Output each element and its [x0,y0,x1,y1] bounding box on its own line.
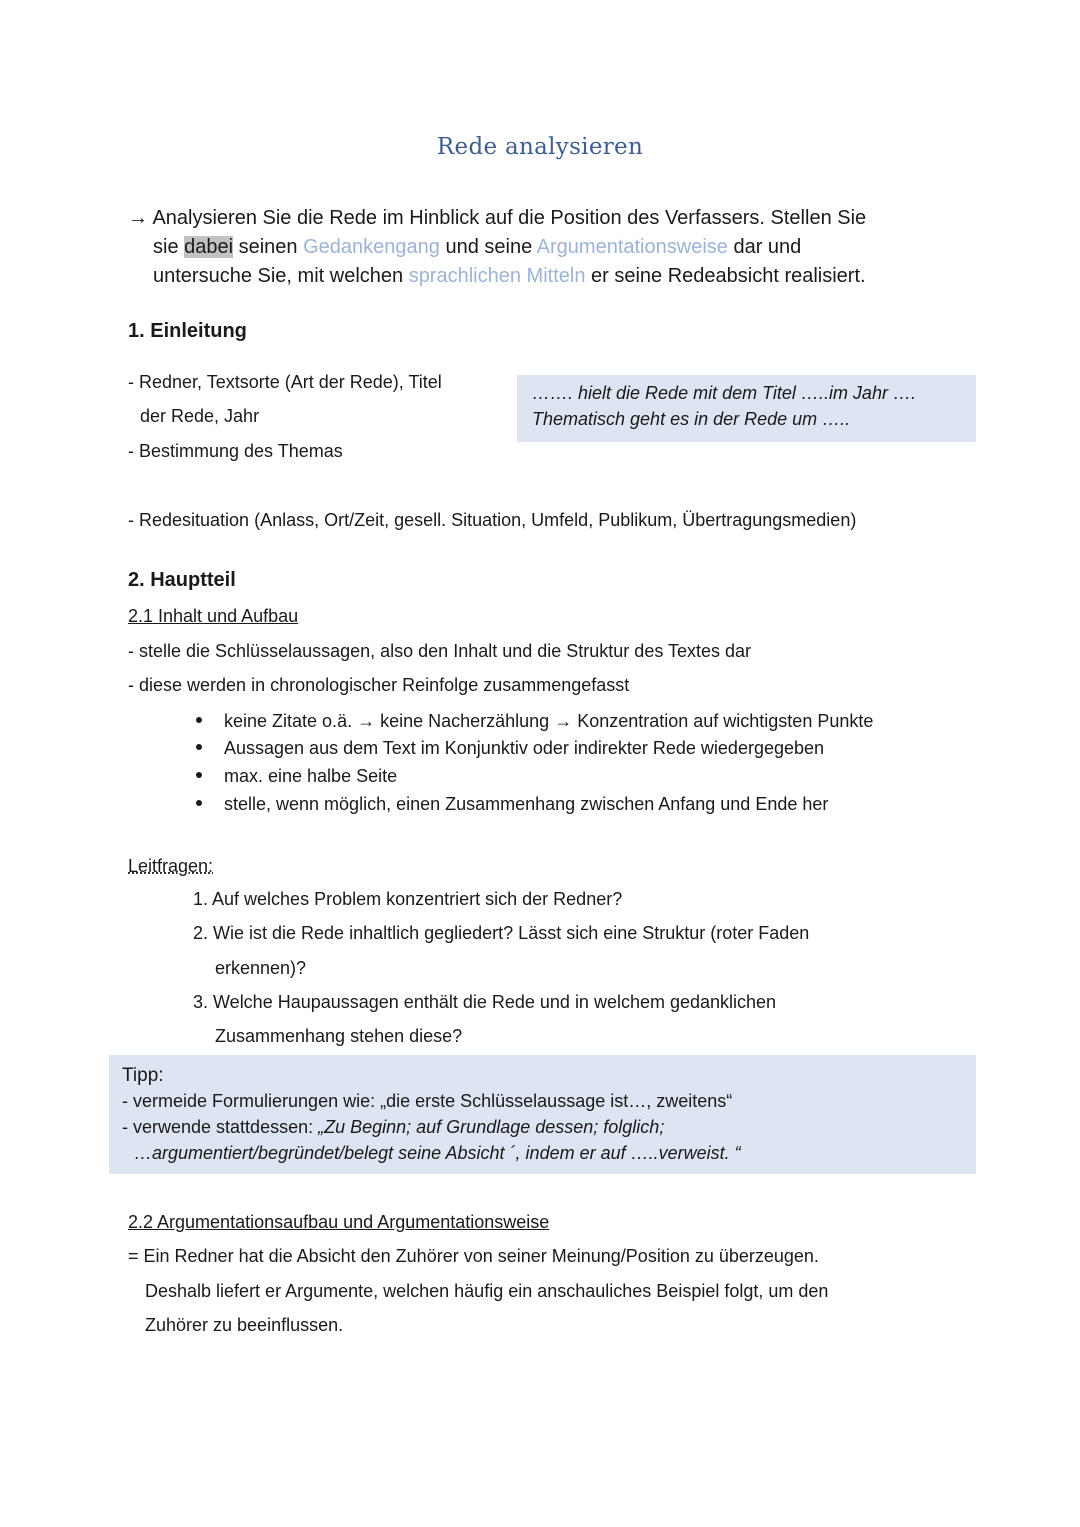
bullet-item: keine Zitate o.ä. → keine Nacherzählung → Konzentration auf wichtigsten Punkte [196,711,873,732]
question-item: erkennen)? [215,958,307,978]
bullet-dot-icon [196,744,202,750]
question-item: 1. Auf welches Problem konzentriert sich der Redner? [193,889,623,909]
keyword-sprachliche-mittel: sprachlichen Mitteln [408,265,586,287]
task-line-2: sie dabei seinen Gedankengang und seine Argumentationsweise dar und [153,236,802,258]
list-item: - Bestimmung des Themas [128,441,343,461]
keyword-gedankengang: Gedankengang [303,236,440,258]
bullet-item: Aussagen aus dem Text im Konjunktiv oder indirekter Rede wiedergegeben [196,738,824,759]
bullet-dot-icon [196,717,202,723]
tip-label: Tipp: [122,1065,164,1086]
page-title: Rede analysieren [436,134,644,160]
list-item: - diese werden in chronologischer Reinfolge zusammengefasst [128,675,630,695]
subheading-argumentation: 2.2 Argumentationsaufbau und Argumentationsweise [128,1212,550,1232]
tip-line: - verwende stattdessen: „Zu Beginn; auf Grundlage dessen; folglich; [122,1117,665,1137]
tip-line: …argumentiert/begründet/belegt seine Absicht ´, indem er auf …..verweist. “ [134,1143,741,1163]
question-item: 2. Wie ist die Rede inhaltlich gegliedert? Lässt sich eine Struktur (roter Faden [193,923,810,943]
arrow-right-icon: → [128,207,148,229]
task-instruction [128,204,968,291]
list-item: - Redner, Textsorte (Art der Rede), Titel [128,372,442,392]
example-line: Thematisch geht es in der Rede um ….. [532,409,851,429]
bullet-item: max. eine halbe Seite [196,766,397,787]
bullet-dot-icon [196,800,202,806]
task-line-1: → Analysieren Sie die Rede im Hinblick auf die Position des Verfassers. Stellen Sie [128,207,867,229]
example-box [517,375,976,442]
highlighted-word: dabei [184,236,234,258]
list-item: - stelle die Schlüsselaussagen, also den Inhalt und die Struktur des Textes dar [128,641,752,661]
subheading-inhalt-aufbau: 2.1 Inhalt und Aufbau [128,606,299,626]
keyword-argumentationsweise: Argumentationsweise [536,236,728,258]
paragraph-line: = Ein Redner hat die Absicht den Zuhörer von seiner Meinung/Position zu überzeugen. [128,1246,819,1266]
paragraph-line: Deshalb liefert er Argumente, welchen häufig ein anschauliches Beispiel folgt, um den [145,1281,829,1301]
bullet-dot-icon [196,772,202,778]
leitfragen-label: Leitfragen: [128,856,214,876]
list-item: der Rede, Jahr [140,406,260,426]
list-item: - Redesituation (Anlass, Ort/Zeit, gesell. Situation, Umfeld, Publikum, Übertragungsmedien) [128,510,857,530]
question-item: 3. Welche Haupaussagen enthält die Rede und in welchem gedanklichen [193,992,777,1012]
question-item: Zusammenhang stehen diese? [215,1026,463,1046]
paragraph-line: Zuhörer zu beeinflussen. [145,1315,344,1335]
bullet-item: stelle, wenn möglich, einen Zusammenhang zwischen Anfang und Ende her [196,794,828,815]
task-line-3: untersuche Sie, mit welchen sprachlichen Mitteln er seine Redeabsicht realisiert. [153,265,866,287]
tip-box [109,1055,976,1174]
heading-einleitung: 1. Einleitung [128,320,247,342]
heading-hauptteil: 2. Hauptteil [128,569,236,591]
tip-line: - vermeide Formulierungen wie: „die erste Schlüsselaussage ist…, zweitens“ [122,1091,733,1111]
example-line: ……. hielt die Rede mit dem Titel …..im Jahr …. [532,383,916,403]
